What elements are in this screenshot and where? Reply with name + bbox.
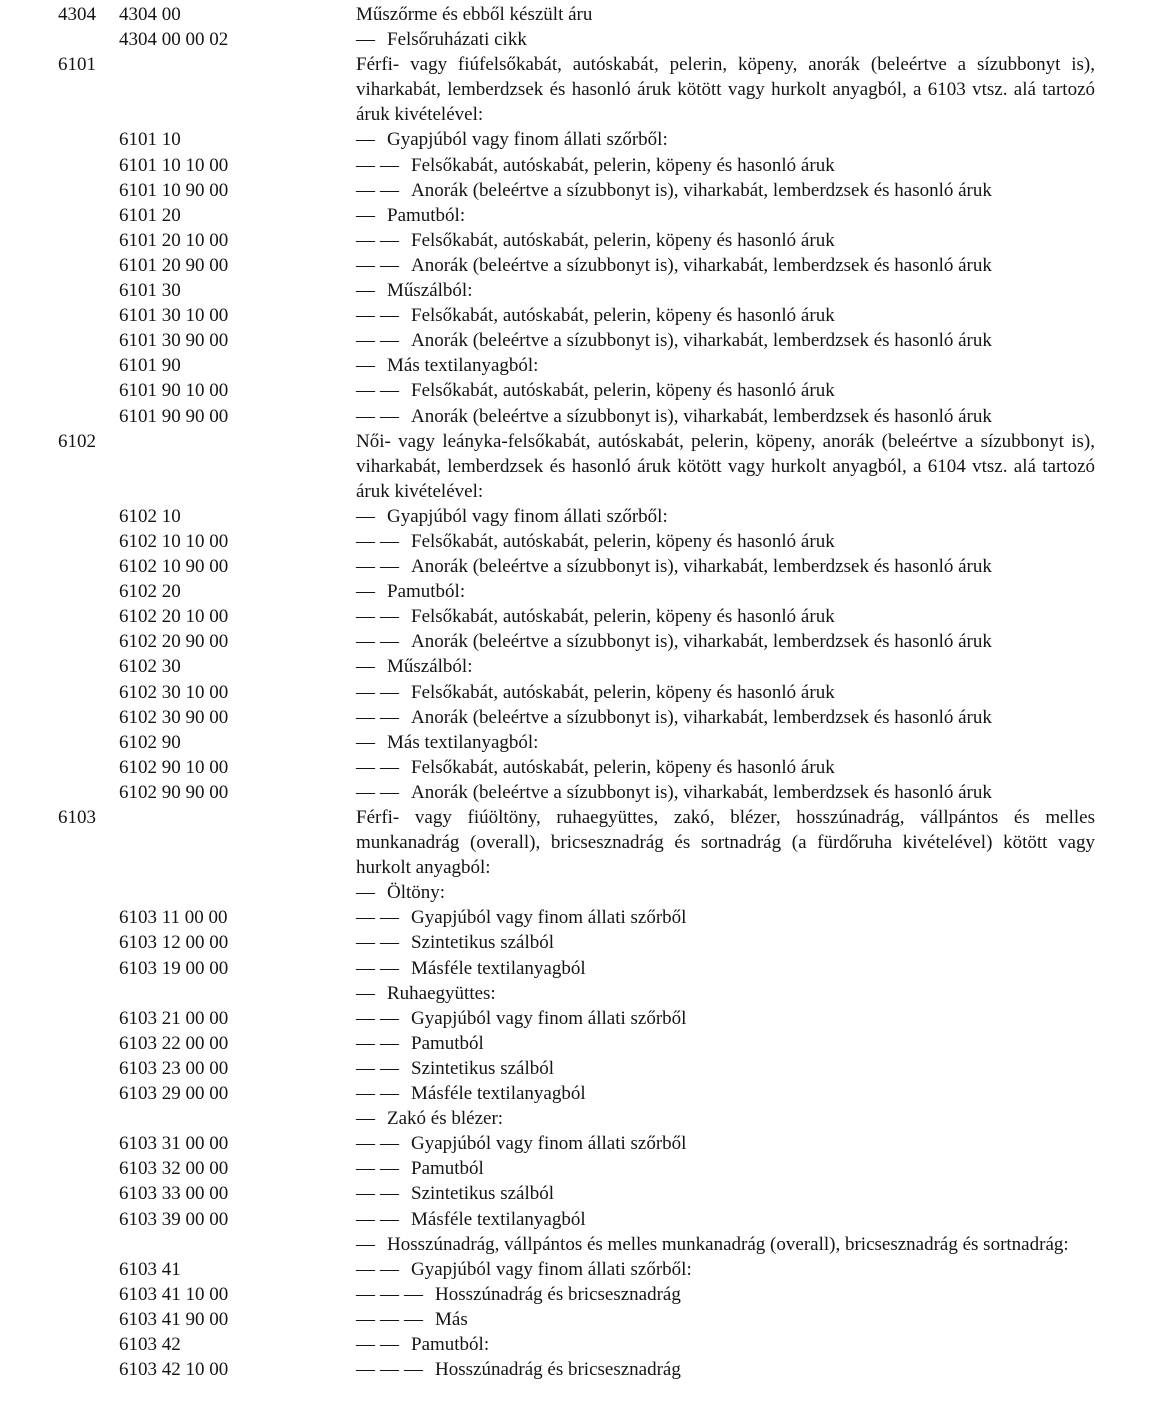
subheading-code: 6101 10 10 00 [119,154,229,176]
tariff-row [0,378,1159,403]
description [356,52,1095,127]
tariff-row [0,730,1159,755]
description-text: Anorák (beleértve a sízubbonyt is), viharkabát, lemberdzsek és hasonló áruk [411,179,992,201]
description-text: Másféle textilanyagból [411,1208,586,1230]
level-dashes: — — [356,305,399,327]
level-dashes: — — [356,1258,399,1280]
description [356,178,1095,203]
level-dashes: — — — [356,1283,423,1305]
tariff-row [0,1232,1159,1257]
description-text: Felsőkabát, autóskabát, pelerin, köpeny és hasonló áruk [411,530,835,552]
description-text: Hosszúnadrág, vállpántos és melles munkanadrág (overall), bricsesznadrág és sortnadrág: [387,1233,1069,1255]
description [356,956,1095,981]
description [356,629,1095,654]
description-text: Más [435,1308,468,1330]
description-text: Felsőkabát, autóskabát, pelerin, köpeny és hasonló áruk [411,681,835,703]
tariff-row [0,1207,1159,1232]
description-text: Férfi- vagy fiúfelsőkabát, autóskabát, pelerin, köpeny, anorák (beleértve a sízubbonyt is), viharkabát, lemberdzsek és hasonló áruk kötött vagy hurkolt anyagból, a 6103 vtsz. alá tartozó áruk kivételével: [356,54,1095,126]
description-text: Anorák (beleértve a sízubbonyt is), viharkabát, lemberdzsek és hasonló áruk [411,556,992,578]
description [356,1131,1095,1156]
tariff-row [0,278,1159,303]
level-dashes: — — [356,229,399,251]
description [356,529,1095,554]
level-dashes: — — [356,1057,399,1079]
subheading-code: 6103 19 00 00 [119,957,229,979]
tariff-row [0,1056,1159,1081]
tariff-row [0,680,1159,705]
description [356,328,1095,353]
description-text: Felsőkabát, autóskabát, pelerin, köpeny és hasonló áruk [411,756,835,778]
tariff-row [0,554,1159,579]
subheading-code: 6101 20 90 00 [119,254,229,276]
subheading-code: 6103 39 00 00 [119,1208,229,1230]
description [356,981,1126,1006]
tariff-row [0,303,1159,328]
description-text: Szintetikus szálból [411,1057,555,1079]
description-text: Gyapjúból vagy finom állati szőrből: [387,129,668,151]
level-dashes: — — — [356,1308,423,1330]
description-text: Férfi- vagy fiúöltöny, ruhaegyüttes, zakó, blézer, hosszúnadrág, vállpántos és melles munkanadrág (overall), bricsesznadrág és sortnadrág (a fürdőruha kivételével) kötött vagy hurkolt anyagból: [356,807,1095,879]
description-text: Pamutból: [387,204,466,226]
level-dashes: — [356,29,375,51]
level-dashes: — — [356,781,399,803]
level-dashes: — — [356,957,399,979]
subheading-code: 6102 30 90 00 [119,706,229,728]
description [356,780,1095,805]
level-dashes: — — [356,254,399,276]
description-text: Anorák (beleértve a sízubbonyt is), viharkabát, lemberdzsek és hasonló áruk [411,631,992,653]
level-dashes: — [356,204,375,226]
description-text: Műszálból: [387,656,473,678]
description [356,253,1095,278]
description [356,203,1126,228]
description [356,1307,1095,1332]
heading-number: 6102 [58,430,96,452]
tariff-row [0,1106,1159,1131]
description-text: Hosszúnadrág és bricsesznadrág [435,1283,681,1305]
description [356,1332,1095,1357]
tariff-row [0,1156,1159,1181]
subheading-code: 6103 42 [119,1333,181,1355]
tariff-row [0,529,1159,554]
tariff-row [0,1307,1159,1332]
tariff-row [0,1181,1159,1206]
tariff-row [0,203,1159,228]
tariff-row [0,1081,1159,1106]
level-dashes: — — [356,1158,399,1180]
description [356,705,1095,730]
subheading-code: 6101 30 [119,280,181,302]
tariff-row [0,1357,1159,1382]
description-text: Ruhaegyüttes: [387,982,496,1004]
description-text: Más textilanyagból: [387,731,539,753]
tariff-row [0,956,1159,981]
subheading-code: 6103 33 00 00 [119,1183,229,1205]
tariff-row [0,930,1159,955]
description [356,604,1095,629]
level-dashes: — — [356,179,399,201]
tariff-row [0,178,1159,203]
description [356,1006,1095,1031]
description-text: Felsőkabát, autóskabát, pelerin, köpeny és hasonló áruk [411,229,835,251]
tariff-row [0,780,1159,805]
description-text: Pamutból: [387,581,466,603]
level-dashes: — [356,505,375,527]
level-dashes: — [356,982,375,1004]
tariff-row [0,905,1159,930]
description [356,2,1095,27]
description-text: Felsőkabát, autóskabát, pelerin, köpeny és hasonló áruk [411,305,835,327]
description [356,404,1095,429]
subheading-code: 6103 41 10 00 [119,1283,229,1305]
description [356,554,1095,579]
heading-row [0,52,1159,127]
description-text: Anorák (beleértve a sízubbonyt is), viharkabát, lemberdzsek és hasonló áruk [411,706,992,728]
description-text: Gyapjúból vagy finom állati szőrből [411,907,687,929]
description-text: Anorák (beleértve a sízubbonyt is), viharkabát, lemberdzsek és hasonló áruk [411,405,992,427]
level-dashes: — — [356,631,399,653]
level-dashes: — — [356,556,399,578]
level-dashes: — — [356,380,399,402]
description [356,930,1095,955]
level-dashes: — [356,581,375,603]
level-dashes: — [356,1233,375,1255]
subheading-code: 6101 90 10 00 [119,380,229,402]
description [356,680,1095,705]
level-dashes: — [356,355,375,377]
subheading-code: 6101 30 90 00 [119,330,229,352]
description [356,353,1126,378]
tariff-row [0,604,1159,629]
description-text: Pamutból [411,1032,484,1054]
description-text: Pamutból [411,1158,484,1180]
subheading-code: 6103 11 00 00 [119,907,228,929]
description [356,378,1095,403]
level-dashes: — — [356,1083,399,1105]
tariff-row [0,27,1159,52]
level-dashes: — [356,1108,375,1130]
description-text: Pamutból: [411,1333,490,1355]
subheading-code: 6102 10 90 00 [119,556,229,578]
description [356,127,1126,152]
description-text: Zakó és blézer: [387,1108,504,1130]
description [356,153,1095,178]
description-text: Anorák (beleértve a sízubbonyt is), viharkabát, lemberdzsek és hasonló áruk [411,781,992,803]
description [356,27,1126,52]
description-text: Szintetikus szálból [411,1183,555,1205]
subheading-code: 6102 20 10 00 [119,606,229,628]
subheading-code: 6103 32 00 00 [119,1158,229,1180]
subheading-code: 6101 30 10 00 [119,305,229,327]
level-dashes: — [356,656,375,678]
description [356,504,1126,529]
tariff-row [0,228,1159,253]
level-dashes: — — [356,154,399,176]
subheading-code: 6103 29 00 00 [119,1083,229,1105]
tariff-row [0,153,1159,178]
description-text: Felsőkabát, autóskabát, pelerin, köpeny és hasonló áruk [411,380,835,402]
level-dashes: — — [356,530,399,552]
level-dashes: — — [356,1333,399,1355]
description-text: Felsőkabát, autóskabát, pelerin, köpeny és hasonló áruk [411,606,835,628]
subheading-code: 6102 90 [119,731,181,753]
description [356,1181,1095,1206]
level-dashes: — — [356,606,399,628]
subheading-code: 6103 22 00 00 [119,1032,229,1054]
description-text: Női- vagy leányka-felsőkabát, autóskabát, pelerin, köpeny, anorák (beleértve a sízubbonyt is), viharkabát, lemberdzsek és hasonló áruk kötött vagy hurkolt anyagból, a 6104 vtsz. alá tartozó áruk kivételével: [356,430,1095,502]
tariff-row [0,404,1159,429]
subheading-code: 4304 00 [119,4,181,25]
level-dashes: — — [356,681,399,703]
subheading-code: 6102 30 10 00 [119,681,229,703]
subheading-code: 6102 30 [119,656,181,678]
subheading-code: 6103 12 00 00 [119,932,229,954]
level-dashes: — [356,280,375,302]
description [356,228,1095,253]
heading-row [0,2,1159,27]
description [356,1056,1095,1081]
description [356,654,1126,679]
level-dashes: — [356,882,375,904]
subheading-code: 6102 10 10 00 [119,530,229,552]
level-dashes: — — [356,706,399,728]
tariff-row [0,654,1159,679]
description-text: Felsőruházati cikk [387,29,527,51]
description [356,805,1095,880]
description-text: Anorák (beleértve a sízubbonyt is), viharkabát, lemberdzsek és hasonló áruk [411,254,992,276]
description [356,1232,1126,1257]
description-text: Másféle textilanyagból [411,957,586,979]
subheading-code: 6103 21 00 00 [119,1007,229,1029]
tariff-row [0,504,1159,529]
subheading-code: 6103 31 00 00 [119,1133,229,1155]
level-dashes: — [356,129,375,151]
description [356,1031,1095,1056]
tariff-row [0,579,1159,604]
level-dashes: — — — [356,1359,423,1381]
subheading-code: 6101 10 90 00 [119,179,229,201]
level-dashes: — — [356,1007,399,1029]
tariff-row [0,1031,1159,1056]
description [356,429,1095,504]
description-text: Gyapjúból vagy finom állati szőrből: [411,1258,692,1280]
level-dashes: — [356,731,375,753]
tariff-row [0,880,1159,905]
level-dashes: — — [356,907,399,929]
tariff-row [0,705,1159,730]
description [356,1081,1095,1106]
subheading-code: 6102 20 90 00 [119,631,229,653]
subheading-code: 6102 10 [119,505,181,527]
subheading-code: 6103 41 [119,1258,181,1280]
level-dashes: — — [356,1032,399,1054]
tariff-row [0,981,1159,1006]
description-text: Másféle textilanyagból [411,1083,586,1105]
description [356,1156,1095,1181]
subheading-code: 6102 90 10 00 [119,756,229,778]
description [356,1357,1095,1382]
description-text: Gyapjúból vagy finom állati szőrből: [387,505,668,527]
subheading-code: 6101 10 [119,129,181,151]
description-text: Gyapjúból vagy finom állati szőrből [411,1133,687,1155]
description-text: Műszálból: [387,280,473,302]
tariff-row [0,353,1159,378]
subheading-code: 6103 23 00 00 [119,1057,229,1079]
description-text: Hosszúnadrág és bricsesznadrág [435,1359,681,1381]
level-dashes: — — [356,1183,399,1205]
description-text: Öltöny: [387,882,446,904]
tariff-row [0,1006,1159,1031]
description [356,1207,1095,1232]
description-text: Anorák (beleértve a sízubbonyt is), viharkabát, lemberdzsek és hasonló áruk [411,330,992,352]
tariff-row [0,1282,1159,1307]
level-dashes: — — [356,1208,399,1230]
description-text: Felsőkabát, autóskabát, pelerin, köpeny és hasonló áruk [411,154,835,176]
description [356,1257,1095,1282]
level-dashes: — — [356,1133,399,1155]
subheading-code: 6101 20 [119,204,181,226]
description [356,278,1126,303]
heading-row [0,805,1159,880]
description-text: Szintetikus szálból [411,932,555,954]
description [356,579,1126,604]
subheading-code: 6101 20 10 00 [119,229,229,251]
heading-number: 6103 [58,807,96,828]
subheading-code: 6102 20 [119,581,181,603]
description [356,880,1126,905]
heading-number: 6101 [58,54,96,76]
description [356,905,1095,930]
level-dashes: — — [356,756,399,778]
tariff-row [0,629,1159,654]
tariff-document [0,2,1159,1382]
level-dashes: — — [356,405,399,427]
tariff-row [0,253,1159,278]
description [356,755,1095,780]
tariff-row [0,328,1159,353]
level-dashes: — — [356,330,399,352]
level-dashes: — — [356,932,399,954]
description-text: Műszőrme és ebből készült áru [356,4,593,25]
heading-number: 4304 [58,4,96,25]
tariff-row [0,1131,1159,1156]
tariff-row [0,755,1159,780]
subheading-code: 6103 42 10 00 [119,1359,229,1381]
description [356,1106,1126,1131]
tariff-row [0,127,1159,152]
description [356,730,1126,755]
subheading-code: 6102 90 90 00 [119,781,229,803]
description [356,303,1095,328]
description [356,1282,1095,1307]
subheading-code: 4304 00 00 02 [119,29,229,51]
subheading-code: 6103 41 90 00 [119,1308,229,1330]
description-text: Gyapjúból vagy finom állati szőrből [411,1007,687,1029]
subheading-code: 6101 90 90 00 [119,405,229,427]
description-text: Más textilanyagból: [387,355,539,377]
heading-row [0,429,1159,504]
tariff-row [0,1257,1159,1282]
tariff-row [0,1332,1159,1357]
subheading-code: 6101 90 [119,355,181,377]
